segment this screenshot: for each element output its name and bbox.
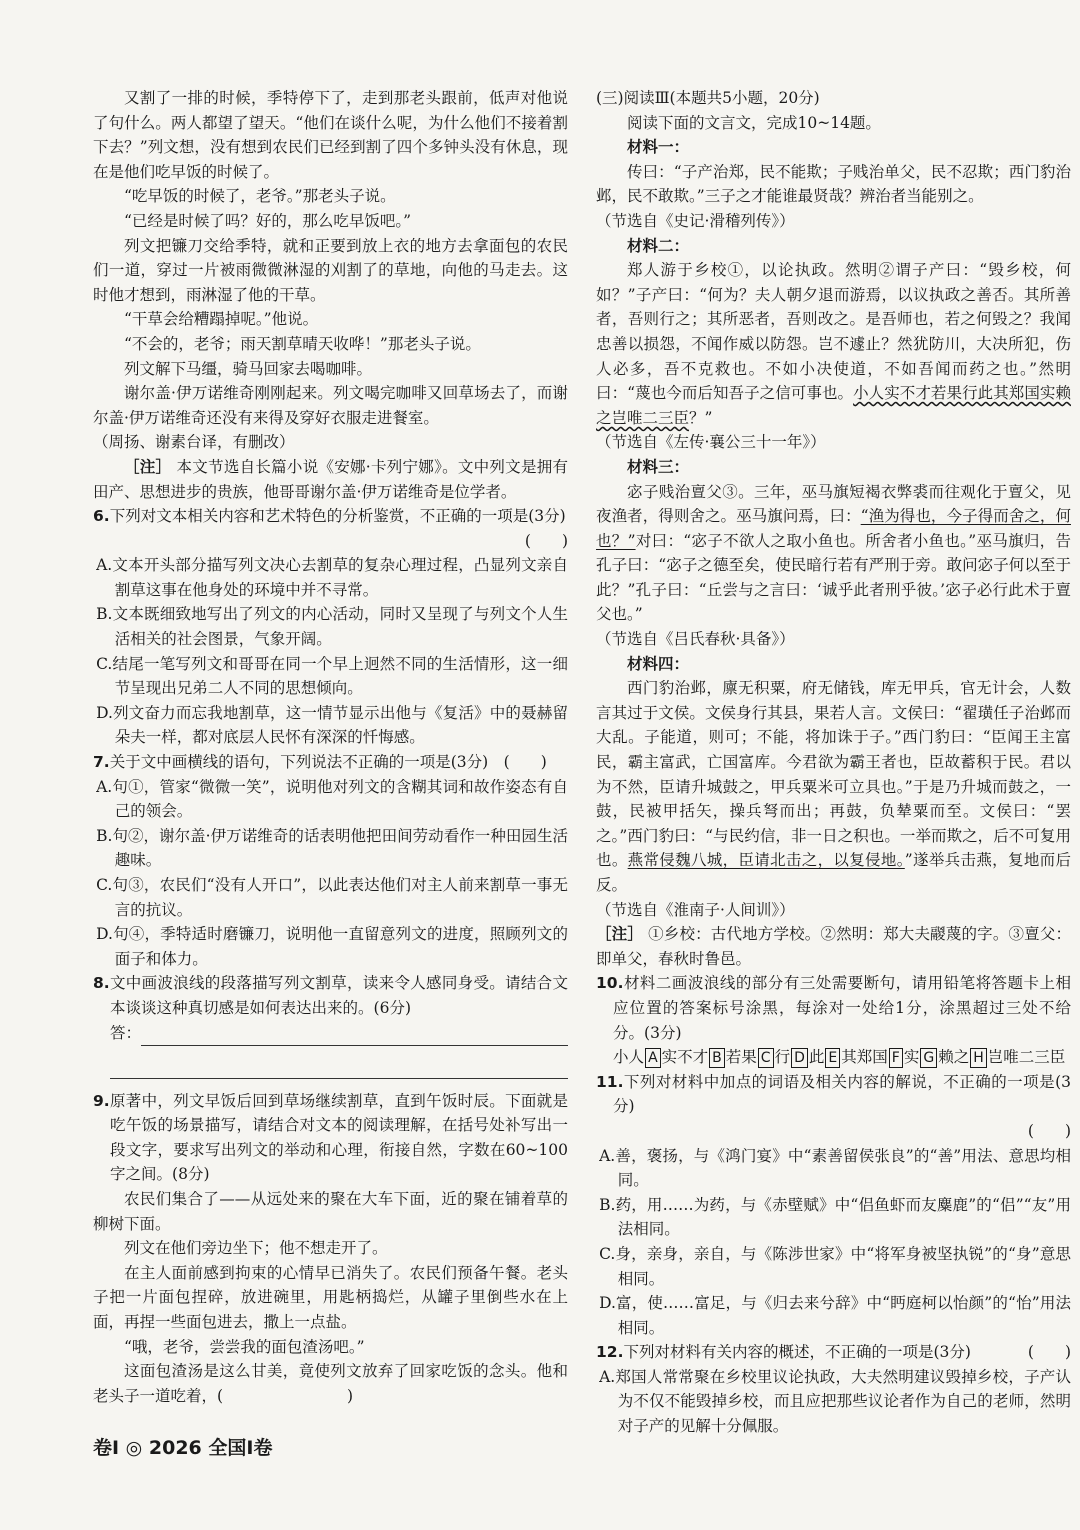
wavy-underlined-text: 小人实不才若果行此其郑国实赖之岂唯二三臣: [596, 384, 1071, 427]
passage-paragraph: 列文在他们旁边坐下；他不想走开了。: [124, 1239, 388, 1258]
break-option-c[interactable]: C: [758, 1048, 774, 1068]
passage-paragraph: 谢尔盖·伊万诺维奇刚刚起来。列文喝完咖啡又回草场去了，而谢尔盖·伊万诺维奇还没有来得及穿好衣服走进餐室。: [93, 384, 568, 427]
answer-line[interactable]: [141, 1021, 568, 1046]
question-7: [93, 750, 568, 971]
option-c[interactable]: C.结尾一笔写列文和哥哥在同一个早上迥然不同的生活情形，这一细节呈现出兄弟二人不同的思想倾向。: [96, 654, 568, 698]
answer-area[interactable]: [93, 1021, 568, 1046]
question-number: 9.: [93, 1091, 110, 1110]
option-a[interactable]: A.郑国人常常聚在乡校里议论执政，大夫然明建议毁掉乡校，子产认为不仅不能毁掉乡校，而且应把那些议论者作为自己的老师，然明对子产的见解十分佩服。: [599, 1367, 1071, 1436]
passage-paragraph: 在主人面前感到拘束的心情早已消失了。农民们预备午餐。老头子把一片面包捏碎，放进碗里，用匙柄捣烂，从罐子里倒些水在上面，再捏一些面包进去，撒上一点盐。: [93, 1263, 568, 1331]
note-text: 本文节选自长篇小说《安娜·卡列宁娜》。文中列文是拥有田产、思想进步的贵族，他哥哥谢尔盖·伊万诺维奇是位学者。: [93, 457, 568, 501]
segment: 岂唯二: [987, 1048, 1035, 1067]
underlined-text: “渔为得也，今子得而舍之，何也？”: [596, 507, 1071, 550]
section-heading: (三)阅读Ⅲ(本题共5小题，20分): [596, 89, 820, 107]
material-4-text: [596, 676, 1071, 897]
answer-bracket[interactable]: ( ): [1027, 1343, 1071, 1362]
passage-paragraph: “吃早饭的时候了，老爷。”那老头子说。: [124, 187, 396, 206]
material-3-rest: 对曰：“宓子不欲人之取小鱼也。所舍者小鱼也。”巫马旗归，告孔子曰：“宓子之德至矣，使民暗行若有严刑于旁。敢问宓子何以至于此？”孔子曰：“丘尝与之言曰：‘诚乎此者刑乎彼。’宓子必行此术于亶父也。”: [596, 531, 1071, 624]
option-c[interactable]: C.句③，农民们“没有人开口”，以此表达他们对主人前来割草一事无言的抗议。: [96, 876, 568, 919]
question-stem: 原著中，列文早饭后回到草场继续割草，直到午饭时辰。下面就是吃午饭的场景描写，请结合对文本的阅读理解，在括号处补写出一段文字，要求写出列文的举动和心理，衔接自然，字数在60~100字之间。(8分): [109, 1091, 568, 1184]
answer-label: 答：: [110, 1023, 142, 1042]
passage-paragraph: 列文把镰刀交给季特，就和正要到放上衣的地方去拿面包的农民们一道，穿过一片被雨微微淋湿的刈割了的草地，向他的马走去。这时他才想到，雨淋湿了他的干草。: [93, 236, 568, 304]
passage-paragraph: “不会的，老爷；雨天割草晴天收哗！”那老头子说。: [124, 334, 481, 353]
segment: 实不才: [661, 1048, 709, 1067]
break-option-d[interactable]: D: [791, 1048, 808, 1068]
note-text: ①乡校：古代地方学校。②然明：郑大夫鬷蔑的字。③亶父：即单父，春秋时鲁邑。: [596, 925, 1071, 968]
material-3-source: （节选自《吕氏春秋·具备》）: [596, 630, 795, 649]
break-option-e[interactable]: E: [825, 1048, 840, 1068]
question-11: [596, 1070, 1071, 1341]
question-stem: 关于文中画横线的语句，下列说法不正确的一项是(3分) ( ): [109, 753, 547, 772]
material-2-end: ？”: [689, 408, 713, 427]
segment: 此: [808, 1048, 825, 1067]
material-3-label: 材料三：: [627, 457, 690, 476]
question-stem: 文中画波浪线的段落描写列文割草，读来令人感同身受。请结合文本谈谈这种真切感是如何表达出来的。(6分): [109, 974, 568, 1017]
passage-paragraph: 又割了一排的时候，季特停下了，走到那老头跟前，低声对他说了句什么。两人都望了望天。“他们在谈什么呢，为什么他们不接着割下去？”列文想，没有想到农民们已经到割了四个多钟头没有休息，现在是他们吃早饭的时候了。: [93, 89, 568, 181]
question-number: 10.: [596, 974, 624, 993]
segment: 行: [774, 1048, 791, 1067]
material-4-rest: ”遂举兵击燕，复地而后反。: [596, 851, 1071, 894]
material-2-source: （节选自《左传·襄公三十一年》）: [596, 433, 826, 452]
question-9: [93, 1089, 568, 1409]
material-2-body: 郑人游于乡校①，以论执政。然明②谓子产曰：“毁乡校，何如？”子产曰：“何为？夫人朝夕退而游焉，以议执政之善否。其所善者，吾则行之；其所恶者，吾则改之。是吾师也，若之何毁之？我闻忠善以损怨，不闻作威以防怨。岂不遽止？然犹防川，大决所犯，伤人必多，吾不克救也。不如小决使道，不如吾闻而药之也。”然明曰：“蔑也今而后知吾子之信可事也。: [596, 261, 1071, 403]
option-b[interactable]: B.文本既细致地写出了列文的内心活动，同时又呈现了与列文个人生活相关的社会图景，气象开阔。: [96, 605, 568, 649]
right-column: [596, 86, 1071, 1439]
passage-note: [93, 455, 568, 504]
option-a[interactable]: A.句①，管家“微微一笑”，说明他对列文的含糊其词和故作姿态有自己的领会。: [96, 777, 568, 821]
break-option-h[interactable]: H: [970, 1048, 987, 1068]
passage-paragraph: 列文解下马缰，骑马回家去喝咖啡。: [124, 359, 373, 378]
annotation-note: [596, 922, 1071, 971]
material-4-body: 西门豹治邺，廪无积粟，府无储钱，库无甲兵，官无计会，人数言其过于文侯。文侯身行其县，果若人言。文侯曰：“翟璜任子治邺而大乱。子能道，则可；不能，将加诛于子。”西门豹曰：“臣闻王主富民，霸主富武，亡国富库。今君欲为霸王者也，臣故蓄积于民。君以为不然，臣请升城鼓之，甲兵粟米可立具也。”于是乃升城而鼓之，一鼓，民被甲括矢，操兵弩而出；再鼓，负辇粟而至。文侯曰：“罢之。”西门豹曰：“与民约信，非一日之积也。一举而欺之，后不可复用也。: [596, 679, 1071, 870]
underlined-text: 燕常侵魏八城，臣请北击之，以复侵地。: [627, 851, 905, 870]
option-a[interactable]: A.文本开头部分描写列文决心去割草的复杂心理过程，凸显列文亲自割草这事在他身处的环境中并不寻常。: [96, 556, 568, 599]
segment: 赖之: [938, 1048, 970, 1067]
answer-bracket[interactable]: ( ): [524, 531, 568, 550]
question-12: [596, 1340, 1071, 1438]
break-option-f[interactable]: F: [889, 1048, 903, 1068]
question-stem: 材料二画波浪线的部分有三处需要断句，请用铅笔将答题卡上相应位置的答案标号涂黑，每涂对一处给1分，涂黑超过三处不给分。(3分): [613, 974, 1071, 1042]
option-b[interactable]: B.药，用……为药，与《赤壁赋》中“侣鱼虾而友麋鹿”的“侣”“友”用法相同。: [599, 1195, 1071, 1239]
option-d[interactable]: D.列文奋力而忘我地割草，这一情节显示出他与《复活》中的聂赫留朵夫一样，都对底层人民怀有深深的忏悔感。: [96, 703, 568, 747]
option-a[interactable]: A.善，褒扬，与《鸿门宴》中“素善留侯张良”的“善”用法、意思均相同。: [599, 1146, 1071, 1190]
material-2-label: 材料二：: [627, 236, 690, 255]
option-d[interactable]: D.句④，季特适时磨镰刀，说明他一直留意列文的进度，照顾列文的面子和体力。: [96, 925, 568, 968]
segment: 其郑国: [841, 1048, 888, 1067]
note-label: ［注］: [596, 924, 644, 944]
segment: 若果: [725, 1048, 757, 1067]
question-number: 12.: [596, 1343, 624, 1362]
material-1-source: （节选自《史记·滑稽列传》）: [596, 211, 795, 230]
material-4-label: 材料四：: [627, 654, 690, 673]
note-label: ［注］: [124, 456, 172, 476]
question-number: 8.: [93, 974, 110, 993]
segment: 三臣: [1034, 1048, 1066, 1067]
sentence-break-options: [596, 1045, 1071, 1070]
question-stem: 下列对材料中加点的词语及相关内容的解说，不正确的一项是(3分): [613, 1072, 1071, 1116]
material-3-text: [596, 480, 1071, 628]
answer-bracket[interactable]: ( ): [1027, 1121, 1071, 1140]
passage-paragraph: “干草会给糟蹋掉呢。”他说。: [124, 310, 319, 329]
break-option-a[interactable]: A: [645, 1048, 661, 1068]
passage-source: （周扬、谢素台译，有删改）: [93, 433, 295, 452]
question-10: [596, 971, 1071, 1069]
passage-paragraph: “哦，老爷，尝尝我的面包渣汤吧。”: [124, 1337, 365, 1356]
question-8: [93, 971, 568, 1088]
segment: 实: [903, 1048, 920, 1067]
material-4-source: （节选自《淮南子·人间训》）: [596, 900, 795, 919]
page-footer: 卷Ⅰ ◎ 2026 全国Ⅰ卷: [93, 1437, 273, 1459]
question-number: 6.: [93, 507, 110, 526]
question-stem: 下列对材料有关内容的概述，不正确的一项是(3分): [623, 1343, 971, 1362]
question-number: 11.: [596, 1072, 624, 1091]
passage-paragraph: “已经是时候了吗？好的，那么吃早饭吧。”: [124, 211, 412, 230]
material-2-text: [596, 258, 1071, 430]
option-c[interactable]: C.身，亲身，亲自，与《陈涉世家》中“将军身被坚执锐”的“身”意思相同。: [599, 1244, 1071, 1288]
material-1-text: 传曰：“子产治郑，民不能欺；子贱治单父，民不忍欺；西门豹治邺，民不敢欺。”三子之才能谁最贤哉？辨治者当能别之。: [596, 162, 1071, 206]
answer-line[interactable]: [110, 1054, 568, 1079]
fill-in-paragraph[interactable]: 这面包渣汤是这么甘美，竟使列文放弃了回家吃饭的念头。他和老头子一道吃着，( ): [93, 1362, 568, 1405]
option-d[interactable]: D.富，使……富足，与《归去来兮辞》中“眄庭柯以怡颜”的“怡”用法相同。: [599, 1294, 1071, 1337]
question-number: 7.: [93, 753, 110, 772]
break-option-b[interactable]: B: [709, 1048, 725, 1068]
material-3-body: 宓子贱治亶父③。三年，巫马旗短褐衣弊裘而往观化于亶父，见夜渔者，得则舍之。巫马旗问焉，曰：: [596, 482, 1071, 526]
question-stem: 下列对文本相关内容和艺术特色的分析鉴赏，不正确的一项是(3分): [109, 507, 566, 526]
left-column: [93, 86, 568, 1408]
break-option-g[interactable]: G: [920, 1048, 937, 1068]
question-6: [93, 504, 568, 750]
option-b[interactable]: B.句②，谢尔盖·伊万诺维奇的话表明他把田间劳动看作一种田园生活趣味。: [96, 826, 568, 870]
section-intro: 阅读下面的文言文，完成10~14题。: [627, 113, 881, 132]
passage-paragraph: 农民们集合了——从远处来的聚在大车下面，近的聚在铺着草的柳树下面。: [93, 1189, 568, 1233]
segment: 小人: [613, 1048, 645, 1067]
material-1-label: 材料一：: [627, 138, 690, 157]
